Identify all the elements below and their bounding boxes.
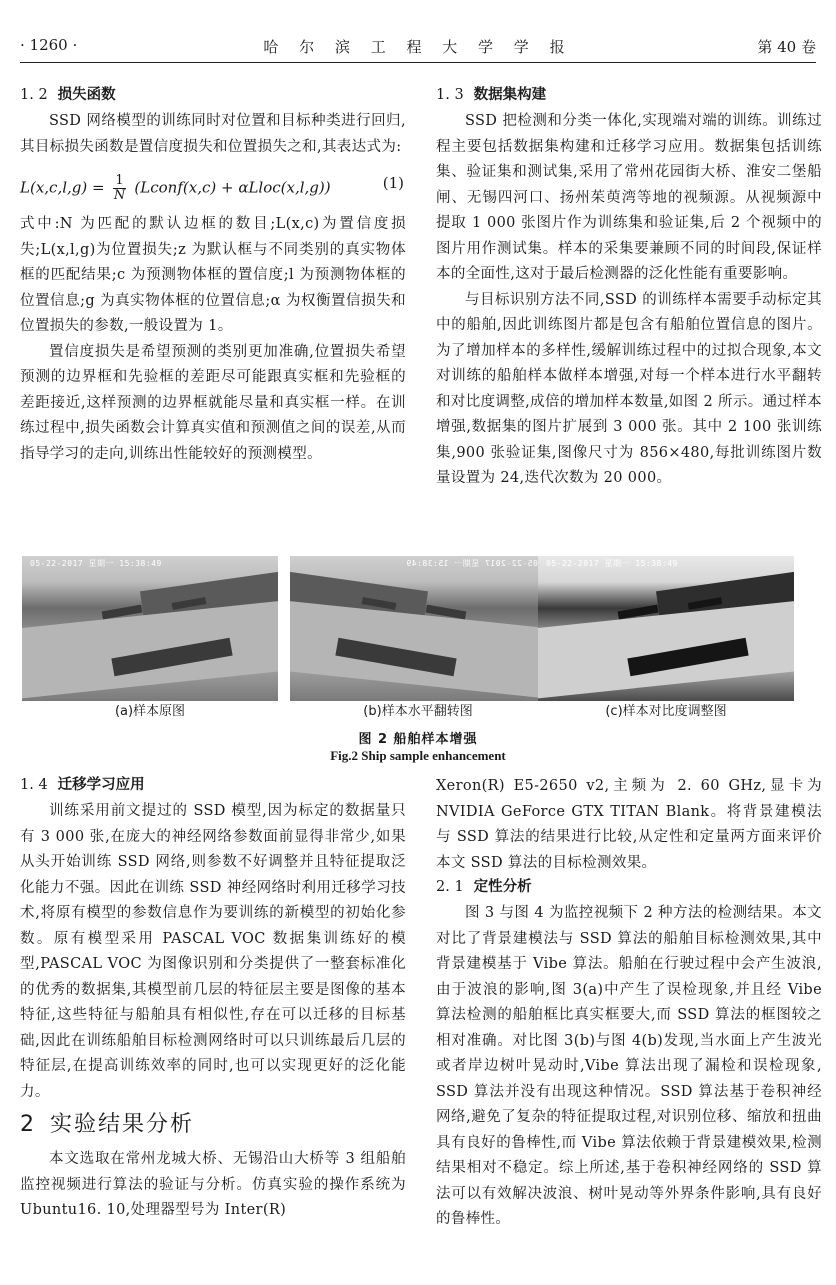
sample-original-image [22, 556, 278, 701]
fraction-numerator: 1 [115, 173, 124, 188]
figure-caption-en: Fig.2 Ship sample enhancement [330, 748, 506, 763]
right-column-bottom [436, 774, 822, 1233]
video-timestamp: 05-22-2017 星期一 15:38:49 [406, 559, 538, 568]
paragraph: SSD 把检测和分类一体化,实现端对端的训练。训练过程主要包括数据集构建和迁移学习应用。数据集包括训练集、验证集和测试集,采用了常州花园街大桥、淮安二堡船闸、无锡四河口、扬州茱萸湾等地的视频源。从视频源中提取 1 000 张图片作为训练集和验证集,后 2 个视频中的图片用作测试集。样本的采集要兼顾不同的时间段,保证样本的全面性,这对于最后检测器的泛化性能有重要影响。 [436, 113, 822, 282]
section-number: 1. 3 [436, 87, 464, 103]
section-heading-1-3 [436, 84, 822, 106]
section-number: 1. 2 [20, 87, 48, 103]
page-number: · 1260 · [20, 36, 78, 54]
paragraph: SSD 网络模型的训练同时对位置和目标种类进行回归,其目标损失函数是置信度损失和位置损失之和,其表达式为: [20, 113, 406, 155]
video-timestamp: 05-22-2017 星期一 15:38:49 [546, 559, 678, 568]
left-column-bottom [20, 774, 406, 1224]
subcaption-c: (c)样本对比度调整图 [605, 704, 727, 719]
subcaption-a: (a)样本原图 [114, 704, 186, 719]
journal-title: 哈 尔 滨 工 程 大 学 学 报 [263, 38, 573, 56]
section-heading-1-2 [20, 84, 406, 106]
figure-caption-zh: 图 2 船舶样本增强 [358, 732, 478, 747]
subcaption-b: (b)样本水平翻转图 [363, 704, 473, 719]
fraction-denominator: N [113, 188, 126, 203]
section-title: 定性分析 [473, 879, 532, 895]
sample-contrast-image [538, 556, 794, 701]
section-heading-1-4 [20, 774, 406, 796]
section-title: 数据集构建 [473, 87, 547, 103]
paragraph: 置信度损失是希望预测的类别更加准确,位置损失希望预测的边界框和先验框的差距尽可能跟真实框和先验框的差距接近,这样预测的边界框就能尽量和真实框一样。在训练过程中,损失函数会计算真实值和预测值之间的误差,从而指导学习的走向,训练出性能较好的预测模型。 [20, 343, 406, 462]
section-title: 迁移学习应用 [57, 777, 145, 793]
equation-fraction [113, 174, 125, 203]
header-rule [20, 62, 816, 63]
section-title: 实验结果分析 [50, 1112, 195, 1137]
right-column-top [436, 84, 822, 492]
equation-number: (1) [382, 174, 404, 192]
section-heading-2 [20, 1109, 406, 1141]
equation-rhs: (Lconf(x,c) + αLloc(x,l,g)) [134, 178, 331, 197]
section-number: 2 [20, 1112, 36, 1137]
equation-1 [20, 166, 406, 206]
paragraph: 与目标识别方法不同,SSD 的训练样本需要手动标定其中的船舶,因此训练图片都是包含有船舶位置信息的图片。为了增加样本的多样性,缓解训练过程中的过拟合现象,本文对训练的船舶样本做样本增强,对每一个样本进行水平翻转和对比度调整,成倍的增加样本数量,如图 2 所示。通过样本增强,数据集的图片扩展到 3 000 张。其中 2 100 张训练集,900 张验证集,图像尺寸为 856×480,每批训练图片数量设置为 24,迭代次数为 20 000。 [436, 291, 822, 486]
paragraph: 本文选取在常州龙城大桥、无锡沿山大桥等 3 组船舶监控视频进行算法的验证与分析。仿真实验的操作系统为 Ubuntu16. 10,处理器型号为 Inter(R) [20, 1151, 406, 1218]
left-column-top [20, 84, 406, 467]
section-title: 损失函数 [57, 87, 116, 103]
running-header [20, 36, 816, 60]
paragraph: 训练采用前文提过的 SSD 模型,因为标定的数据量只有 3 000 张,在庞大的神经网络参数面前显得非常少,如果从头开始训练 SSD 网络,则参数不好调整并且特征提取泛化能力不强。因此在训练 SSD 神经网络时利用迁移学习技术,将原有模型的参数信息作为要训练的新模型的初始化参数。原有模型采用 PASCAL VOC 数据集训练好的模型,PASCAL VOC 为图像识别和分类提供了一整套标准化的优秀的数据集,其模型前几层的特征层主要是图像的基本特征,这些特征与船舶具有相似性,存在可以迁移的目标基础,因此在训练船舶目标检测网络时可以只训练最后几层的特征层,在提高训练效率的同时,也可以实现更好的泛化能力。 [20, 803, 406, 1100]
video-timestamp: 05-22-2017 星期一 15:38:49 [30, 559, 162, 568]
paragraph: 图 3 与图 4 为监控视频下 2 种方法的检测结果。本文对比了背景建模法与 SSD 算法的船舶目标检测效果,其中背景建模基于 Vibe 算法。船舶在行驶过程中会产生波浪,由于波浪的影响,图 3(a)中产生了误检现象,并且经 Vibe 算法检测的船舶框比真实框要大,而 SSD 算法的框图较之相对准确。对比图 3(b)与图 4(b)发现,当水面上产生波光或者岸边树叶晃动时,Vibe 算法出现了漏检和误检现象, SSD 算法并没有出现这种情况。SSD 算法基于卷积神经网络,避免了复杂的特征提取过程,对识别位移、缩放和扭曲具有良好的鲁棒性,而 Vibe 算法依赖于背景建模效果,检测结果相对不稳定。综上所述,基于卷积神经网络的 SSD 算法可以有效解决波浪、树叶晃动等外界条件影响,具有良好的鲁棒性。 [436, 905, 822, 1227]
section-heading-2-1 [436, 876, 822, 898]
sample-flipped-image [290, 556, 546, 701]
paragraph: 式中:N 为匹配的默认边框的数目;L(x,c)为置信度损失;L(x,l,g)为位置损失;z 为默认框与不同类别的真实物体框的匹配结果;c 为预测物体框的置信度;l 为预测物体框的位置信息;g 为真实物体框的位置信息;α 为权衡置信损失和位置损失的参数,一般设置为 1。 [20, 216, 406, 334]
figure-2 [20, 546, 816, 768]
equation-lhs: L(x,c,l,g) = [20, 178, 105, 197]
section-number: 2. 1 [436, 879, 464, 895]
volume-number: 第 40 卷 [757, 38, 816, 56]
paragraph: Xeron(R) E5-2650 v2,主频为 2. 60 GHz,显卡为 NVIDIA GeForce GTX TITAN Blank。将背景建模法与 SSD 算法的结果进行比较,从定性和定量两方面来评价本文 SSD 算法的目标检测效果。 [436, 778, 822, 871]
section-number: 1. 4 [20, 777, 48, 793]
